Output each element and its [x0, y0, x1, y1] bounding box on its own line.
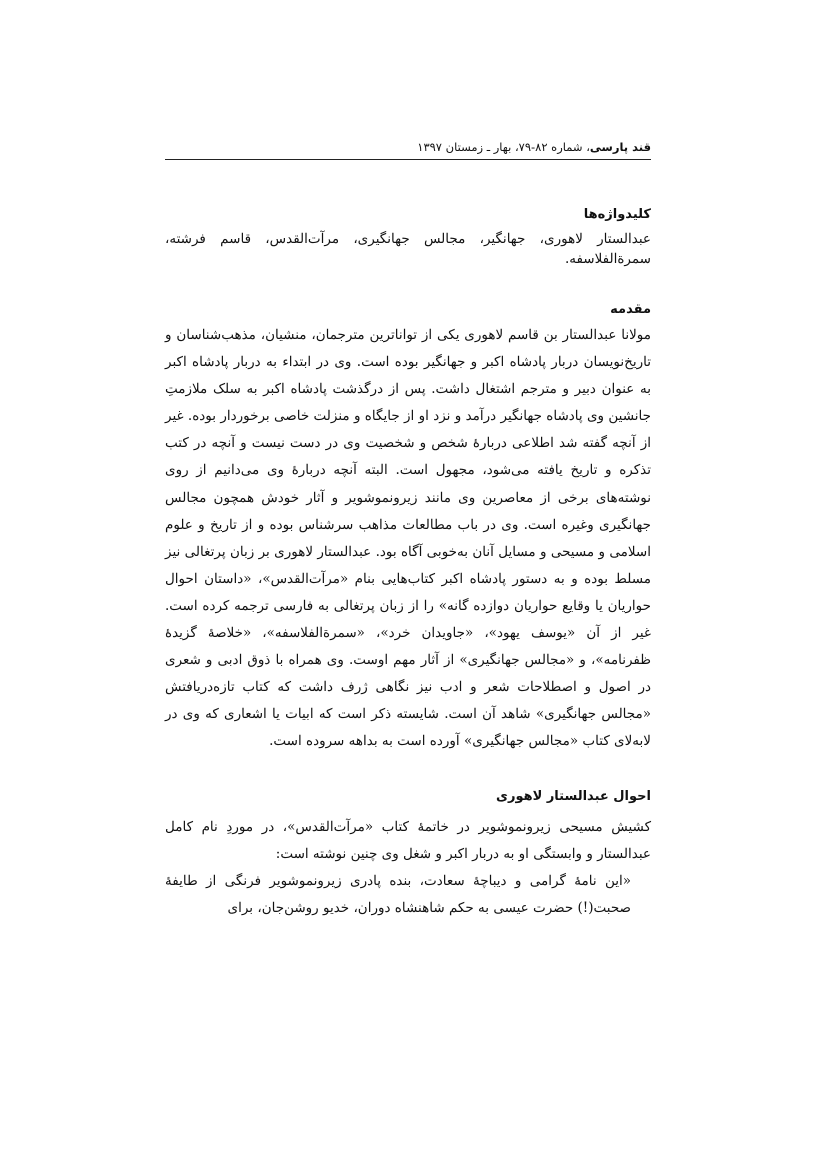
- intro-paragraph: مولانا عبدالستار بن قاسم لاهوری یکی از تواناترین مترجمان، منشیان، مذهب‌شناسان و تاریخ‌نویسان دربار پادشاه اکبر و جهانگیر بوده است. وی در ابتداء به دربار پادشاه اکبر به عنوان دبیر و مترجم اشتغال داشت. پس از درگذشت پادشاه اکبر به سلک ملازمتِ جانشین وی پادشاه جهانگیر درآمد و نزد او از جایگاه و منزلت خاصی برخوردار بوده. غیر از آنچه گفته شد اطلاعی دربارهٔ شخص و شخصیت وی در دست نیست و آنچه در کتب تذکره و تاریخ یافته می‌شود، مجهول است. البته آنچه دربارهٔ وی می‌دانیم از روی نوشته‌های برخی از معاصرین وی مانند زیرونموشویر و آثار خودش همچون مجالس جهانگیری وغیره است. وی در باب مطالعات مذاهب سرشناس بوده و از تاریخ و علوم اسلامی و مسیحی و مسایل آنان به‌خوبی آگاه بود. عبدالستار لاهوری بر زبان پرتغالی نیز مسلط بوده و به دستور پادشاه اکبر کتاب‌هایی بنام «مرآت‌القدس»، «داستان احوال حواریان یا وقایع حواریان دوازده گانه» را از زبان پرتغالی به فارسی ترجمه کرده است. غیر از آن «یوسف یهود»، «جاویدان خرد»، «سمرةالفلاسفه»، «خلاصهٔ گزیدهٔ ظفرنامه»، و «مجالس جهانگیری» از آثار مهم اوست. وی همراه با ذوق ادبی و شعری در اصول و اصطلاحات شعر و ادب نیز نگاهی ژرف داشت که کتاب تازه‌دریافتش «مجالس جهانگیری» شاهد آن است. شایسته ذکر است که ابیات یا اشعاری که وی در لابه‌لای کتاب «مجالس جهانگیری» آورده است به بداهه سروده است.: [165, 327, 651, 750]
- intro-title: مقدمه: [610, 302, 651, 317]
- issue-info: ، شماره ۸۲-۷۹، بهار ـ زمستان ۱۳۹۷: [417, 140, 590, 154]
- biography-title: احوال عبدالستار لاهوری: [496, 788, 651, 804]
- biography-paragraph: کشیش مسیحی زیرونموشویر در خاتمهٔ کتاب «مرآت‌القدس»، در موردِ نام کامل عبدالستار و وابستگی او به دربار اکبر و شغل وی چنین نوشته است:: [165, 818, 651, 862]
- running-header: [165, 140, 651, 160]
- keywords-title: کلیدواژه‌ها: [583, 207, 651, 222]
- keywords-text: عبدالستار لاهوری، جهانگیر، مجالس جهانگیری، مرآت‌القدس، قاسم فرشته، سمرةالفلاسفه.: [165, 231, 651, 267]
- biography-quote: «این نامهٔ گرامی و دیباچهٔ سعادت، بنده پادری زیرونموشویر فرنگی از طایفهٔ صحبت(!) حضرت عیسی به حکم شاهنشاه دوران، خدیو روشن‌جان، برای: [165, 872, 631, 916]
- page-content: [165, 140, 651, 922]
- journal-name: قند پارسی: [589, 140, 651, 154]
